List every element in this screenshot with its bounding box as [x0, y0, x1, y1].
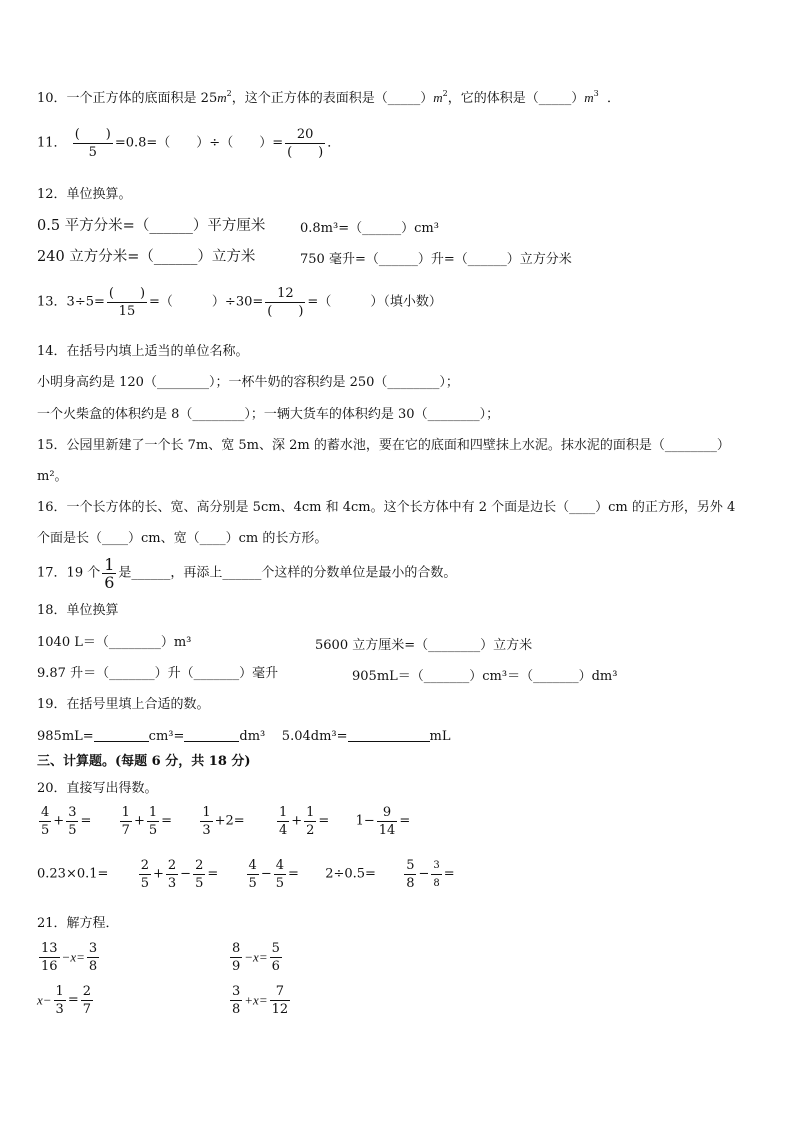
question-12-title: 12．单位换算。 [37, 187, 132, 202]
question-13: 13．3÷5= $\frac{( )}{15}$ =（ ）÷30= $\frac{12}{( )}$ =（ ）（填小数） [37, 286, 442, 319]
question-21-title: 21．解方程． [37, 916, 119, 931]
section-3-title: 三、计算题。(每题 6 分，共 18 分) [37, 754, 251, 769]
equation-3: x− $\frac{1}{3}$ = $\frac{2}{7}$ [37, 984, 92, 1017]
question-14-title: 14．在括号内填上适当的单位名称。 [37, 344, 249, 359]
question-19-title: 19．在括号里填上合适的数。 [37, 697, 210, 712]
equation-2: $\frac{8}{9}$ −x= $\frac{5}{6}$ [232, 941, 280, 974]
fraction: $\frac{( )}{5}$ [74, 127, 111, 160]
question-16-line1: 16．一个长方体的长、宽、高分别是 5cm、4cm 和 4cm。这个长方体中有 2 个面是边长（____）cm 的正方形，另外 4 [37, 500, 736, 515]
question-18-b: 5600 立方厘米=（________）立方米 [315, 638, 533, 653]
question-14-line2: 一个火柴盒的体积约是 8（________）；一辆大货车的体积约是 30（________）； [37, 407, 500, 422]
question-20-title: 20．直接写出得数。 [37, 781, 158, 796]
question-11: 11． $\frac{( )}{5}$ =0.8=（ ）÷（ ）= $\frac{20}{( )}$ ． [37, 127, 341, 160]
question-16-line2: 个面是长（____）cm、宽（____）cm 的长方形。 [37, 531, 328, 546]
question-18-d: 905mL＝（_______）cm³＝（_______）dm³ [352, 669, 618, 684]
question-15-line2: m²。 [37, 469, 68, 484]
question-20-row2: 0.23×0.1= $\frac{2}{5}$ + $\frac{2}{3}$ − $\frac{2}{5}$ = $\frac{4}{5}$ − $\frac{4}{5}$ = 2÷0.5= $\frac{5}{8}$ − $\frac{3}{8}$ = [37, 858, 455, 891]
question-18-title: 18．单位换算 [37, 603, 119, 618]
question-18-a: 1040 L＝（________）m³ [37, 635, 192, 650]
equation-4: $\frac{3}{8}$ +x= $\frac{7}{12}$ [232, 984, 289, 1017]
question-10: 10．一个正方体的底面积是 $25m^2$，这个正方体的表面积是$(\_\_\_\_\_)m^2$，它的体积是$(\_\_\_\_\_)m^3$ ． [37, 89, 620, 106]
question-12-b: 0.8m³=（______）cm³ [300, 221, 439, 236]
question-12-a: 0.5 平方分米=（______）平方厘米 [37, 218, 266, 234]
question-12-c: 240 立方分米=（______）立方米 [37, 249, 256, 265]
question-18-c: 9.87 升＝（_______）升（_______）毫升 [37, 666, 279, 681]
equation-1: $\frac{13}{16}$ −x= $\frac{3}{8}$ [41, 941, 98, 974]
question-12-d: 750 毫升=（______）升=（______）立方分米 [300, 252, 572, 267]
question-15-line1: 15．公园里新建了一个长 7m、宽 5m、深 2m 的蓄水池，要在它的底面和四壁抹上水泥。抹水泥的面积是（________） [37, 438, 730, 453]
question-19-line: 985mL= cm³= dm³ 5.04dm³= mL [37, 729, 451, 744]
question-20-row1: $\frac{4}{5}$ + $\frac{3}{5}$ = $\frac{1}{7}$ + $\frac{1}{5}$ = $\frac{1}{3}$ +2= $\frac{1}{4}$ + $\frac{1}{2}$ = 1− $\frac{9}{14}$ = [41, 805, 411, 838]
fraction: $\frac{20}{( )}$ [287, 127, 324, 160]
question-17: 17．19 个 $\frac{1}{6}$ 是______，再添上______个这样的分数单位是最小的合数。 [37, 555, 457, 592]
question-14-line1: 小明身高约是 120（________）；一杯牛奶的容积约是 250（________）； [37, 375, 459, 390]
